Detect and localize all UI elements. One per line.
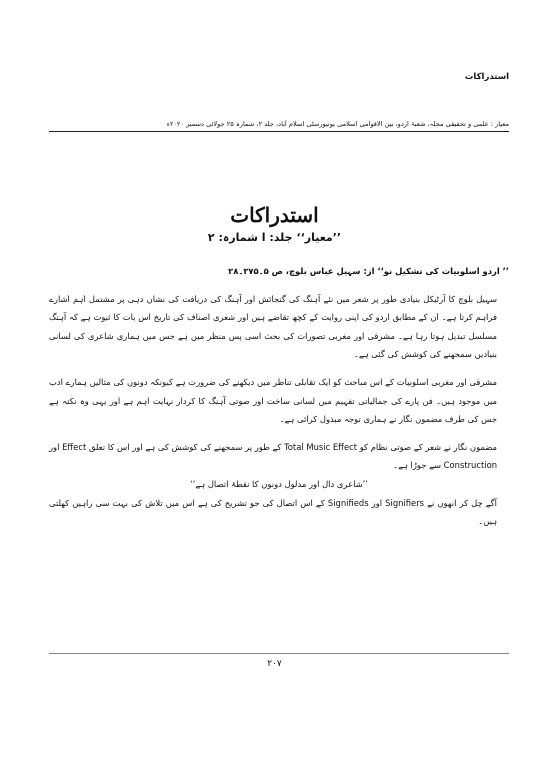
footer-rule [49, 653, 509, 654]
paragraph-spacer [49, 429, 509, 438]
page-title: استدراکات [230, 203, 319, 227]
paragraph-4: آگے چل کر انھوں نے Signifiers اور Signifieds کے اس اتصال کی جو تشریح کی ہے اس میں تلاش کی بہت سی راہیں کھلتی ہیں۔ [49, 497, 497, 527]
journal-header-line: معیار : علمی و تحقیقی مجلہ، شعبۂ اردو، بین الاقوامی اسلامی یونیورسٹی اسلام آباد، جلد ۲، شمارہ ۲۵ جولائی دسمبر ۲۰۲۰ء [166, 120, 509, 128]
paragraph-1: سہیل بلوچ کا آرٹیکل بنیادی طور پر شعر میں نئے آہنگ کی گنجائش اور آہنگ کی دریافت کی نشان دہی پر مشتمل اہم اشارے فراہم کرتا ہے۔ ان کے مطابق اردو کی اپنی روایت کے کچھ تقاضے ہیں اور شعری اصناف کی تاریخ اس بات کا ثبوت ہے کہ آہنگ مسلسل تبدیل ہوتا رہا ہے۔ مشرقی اور مغربی تصورات کی بحث اسی پس منظر میں ہے جس میں ہماری شاعری کی لسانی بنیادیں سمجھنے کی کوشش کی گئی ہے۔ [49, 293, 497, 360]
paragraph-2: مشرقی اور مغربی اسلوبیات کے اس مباحث کو ایک تقابلی تناظر میں دیکھنے کی ضرورت ہے کیونکہ دونوں کی مثالیں ہمارے ادب میں موجود ہیں۔ فن پارے کی جمالیاتی تفہیم میں لسانی ساخت اور صوتی آہنگ کا کردار نہایت اہم ہے اور یہی وہ نکتہ ہے جس کی طرف مضمون نگار نے ہماری توجہ مبذول کرائی ہے۔ [49, 376, 497, 425]
header-rule [49, 131, 509, 132]
quote-line: ’’شاعری دال اور مدلول دونوں کا نقطۂ اتصال ہے‘‘ [190, 478, 368, 489]
citation-line: ’’ اردو اسلوبیات کی تشکیل نو‘‘ از: سہیل عباس بلوچ، ص ۵۔۲۷۵۔۲۸ [228, 266, 509, 276]
page-subtitle: ’’معیار‘‘ جلد: ا شمارہ: ۲ [207, 231, 342, 244]
paragraph-spacer [49, 364, 509, 373]
running-head: استدراکات [464, 72, 509, 82]
paragraph-spacer [49, 281, 509, 290]
paragraph-3: مضمون نگار نے شعر کے صوتی نظام کو Total Music Effect کے طور پر سمجھنے کی کوشش کی ہے اور اس کا تعلق Effect اور Construction سے جوڑا ہے۔ [49, 441, 497, 471]
article-body [49, 262, 509, 531]
page-number: ۲۰۷ [267, 659, 282, 669]
